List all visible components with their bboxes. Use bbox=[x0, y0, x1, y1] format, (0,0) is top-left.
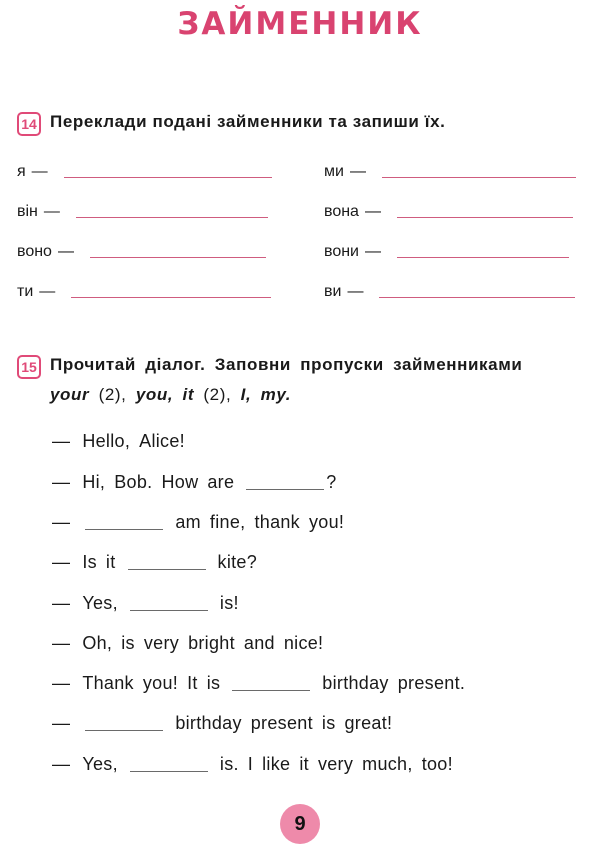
pronoun-word: ви bbox=[324, 283, 342, 300]
word: is. bbox=[219, 754, 239, 774]
pronoun-word: вона bbox=[324, 203, 359, 220]
word: ? bbox=[326, 472, 337, 492]
dialogue-line bbox=[52, 713, 401, 734]
dialogue-line bbox=[52, 431, 194, 452]
blank-answer[interactable] bbox=[128, 555, 206, 570]
pronoun-row bbox=[324, 203, 573, 221]
dialogue-line bbox=[52, 552, 266, 573]
pronoun-word: він bbox=[17, 203, 38, 220]
dialogue-dash: — bbox=[52, 552, 71, 572]
pronoun-row bbox=[17, 283, 271, 301]
word: How bbox=[161, 472, 199, 492]
word: you! bbox=[142, 673, 179, 693]
word: is! bbox=[219, 593, 239, 613]
dash: — bbox=[365, 243, 381, 260]
answer-line[interactable] bbox=[71, 297, 271, 298]
dash: — bbox=[39, 283, 56, 300]
blank-answer[interactable] bbox=[246, 475, 324, 490]
dialogue-dash: — bbox=[52, 713, 71, 733]
pronoun-row bbox=[324, 243, 569, 261]
word: am bbox=[175, 512, 201, 532]
word: kite? bbox=[217, 552, 258, 572]
page-title: ЗАЙМЕННИК bbox=[177, 6, 423, 42]
dialogue-dash: — bbox=[52, 754, 71, 774]
word: Alice! bbox=[139, 431, 185, 451]
count-note: (2), bbox=[98, 385, 127, 404]
word: Oh, bbox=[82, 633, 113, 653]
dialogue-dash: — bbox=[52, 673, 71, 693]
word: Is bbox=[82, 552, 97, 572]
word: very bbox=[143, 633, 180, 653]
word: Thank bbox=[82, 673, 134, 693]
word: thank bbox=[254, 512, 300, 532]
dialogue-line bbox=[52, 472, 337, 493]
answer-line[interactable] bbox=[397, 217, 573, 218]
pronoun-word: воно bbox=[17, 243, 52, 260]
dash: — bbox=[364, 203, 381, 220]
dialogue-line bbox=[52, 633, 332, 654]
blank-answer[interactable] bbox=[85, 515, 163, 530]
task-number-badge: 14 bbox=[17, 112, 41, 136]
task-14-header bbox=[17, 112, 445, 137]
word: and bbox=[243, 633, 275, 653]
word: Bob. bbox=[114, 472, 153, 492]
dash: — bbox=[349, 163, 366, 180]
word: I bbox=[247, 754, 254, 774]
dialogue-dash: — bbox=[52, 472, 71, 492]
dialogue-dash: — bbox=[52, 431, 71, 451]
blank-answer[interactable] bbox=[85, 716, 163, 731]
pronoun-option: it bbox=[182, 385, 195, 404]
count-note: (2), bbox=[203, 385, 232, 404]
word: Yes, bbox=[82, 593, 118, 613]
word: very bbox=[317, 754, 354, 774]
word: is bbox=[121, 633, 135, 653]
answer-line[interactable] bbox=[397, 257, 569, 258]
word: birthday bbox=[175, 713, 242, 733]
task-15-instruction bbox=[50, 350, 580, 410]
word: It bbox=[187, 673, 198, 693]
word: like bbox=[262, 754, 291, 774]
pronoun-row bbox=[324, 163, 576, 181]
pronoun-row bbox=[17, 243, 266, 261]
answer-line[interactable] bbox=[379, 297, 575, 298]
word: are bbox=[207, 472, 235, 492]
pronoun-row bbox=[17, 163, 272, 181]
dialogue-dash: — bbox=[52, 633, 71, 653]
word: nice! bbox=[283, 633, 324, 653]
task-15-header bbox=[17, 355, 580, 410]
word: much, bbox=[362, 754, 413, 774]
task-14-instruction: Переклади подані займенники та запиши їх. bbox=[50, 112, 446, 131]
word: fine, bbox=[209, 512, 246, 532]
pronoun-word: ми bbox=[324, 163, 344, 180]
dash: — bbox=[57, 243, 74, 260]
word: you! bbox=[309, 512, 345, 532]
word: birthday bbox=[322, 673, 389, 693]
pronoun-option: I, bbox=[240, 385, 252, 404]
page-number: 9 bbox=[280, 804, 320, 844]
instruction-text: Прочитай діалог. Заповни пропуски займенниками bbox=[50, 355, 523, 374]
word: Yes, bbox=[82, 754, 118, 774]
word: too! bbox=[421, 754, 453, 774]
dash: — bbox=[347, 283, 364, 300]
answer-line[interactable] bbox=[90, 257, 266, 258]
dialogue-line bbox=[52, 593, 248, 614]
word: is bbox=[206, 673, 221, 693]
word: bright bbox=[188, 633, 235, 653]
dialogue-line bbox=[52, 512, 353, 533]
pronoun-option: my. bbox=[260, 385, 292, 404]
word: present bbox=[250, 713, 313, 733]
word: Hi, bbox=[82, 472, 106, 492]
answer-line[interactable] bbox=[76, 217, 268, 218]
pronoun-option: your bbox=[50, 385, 90, 404]
word: is bbox=[321, 713, 336, 733]
pronoun-word: ти bbox=[17, 283, 34, 300]
dialogue-dash: — bbox=[52, 512, 71, 532]
pronoun-row bbox=[324, 283, 575, 301]
word: great! bbox=[344, 713, 393, 733]
pronoun-row bbox=[17, 203, 268, 221]
word: it bbox=[299, 754, 309, 774]
blank-answer[interactable] bbox=[130, 596, 208, 611]
pronoun-word: вони bbox=[324, 243, 359, 260]
word: it bbox=[105, 552, 116, 572]
answer-line[interactable] bbox=[64, 177, 272, 178]
blank-answer[interactable] bbox=[130, 757, 208, 772]
pronoun-word: я bbox=[17, 163, 26, 180]
word: Hello, bbox=[82, 431, 131, 451]
dialogue-dash: — bbox=[52, 593, 71, 613]
dash: — bbox=[43, 203, 60, 220]
answer-line[interactable] bbox=[382, 177, 576, 178]
dash: — bbox=[31, 163, 48, 180]
blank-answer[interactable] bbox=[232, 676, 310, 691]
word: present. bbox=[397, 673, 466, 693]
dialogue-line bbox=[52, 754, 462, 775]
pronoun-option: you, bbox=[135, 385, 174, 404]
task-number-badge: 15 bbox=[17, 355, 41, 379]
dialogue-line bbox=[52, 673, 474, 694]
